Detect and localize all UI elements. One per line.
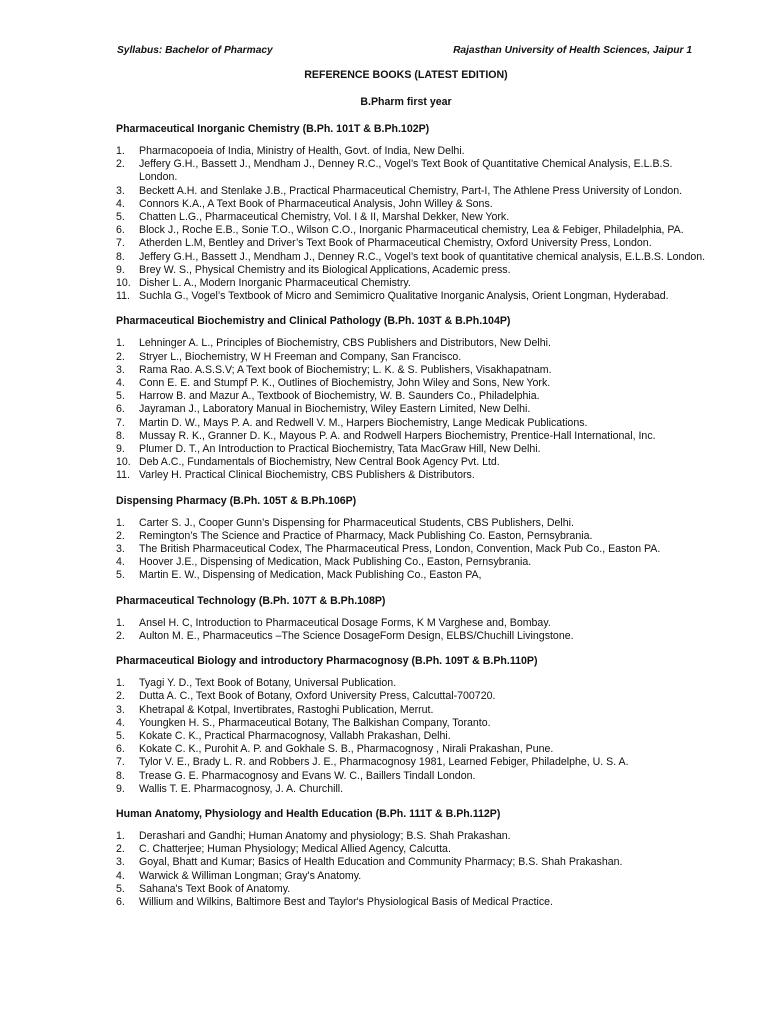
list-item-number: 1. — [116, 677, 125, 690]
list-item — [116, 364, 706, 377]
list-item — [116, 337, 706, 350]
list-item-number: 5. — [116, 211, 125, 224]
list-item-number: 3. — [116, 543, 125, 556]
list-item-text: Chatten L.G., Pharmaceutical Chemistry, Vol. I & II, Marshal Dekker, New York. — [139, 211, 510, 224]
list-item-text: Mussay R. K., Granner D. K., Mayous P. A. and Rodwell Harpers Biochemistry, Prentice-Hall International, Inc. — [139, 429, 656, 442]
list-item-number: 3. — [116, 856, 125, 869]
list-item — [116, 351, 706, 364]
list-item-number: 6. — [116, 895, 125, 908]
list-item-number: 4. — [116, 869, 125, 882]
list-item-text: The British Pharmaceutical Codex, The Pharmaceutical Press, London, Convention, Mack Pub Co., Easton PA. — [139, 543, 661, 556]
list-item-number: 4. — [116, 377, 125, 390]
list-item-text: Plumer D. T., An Introduction to Practical Biochemistry, Tata MacGraw Hill, New Delhi. — [139, 443, 541, 456]
page-header — [117, 44, 692, 58]
list-item-number: 8. — [116, 250, 125, 263]
list-item — [116, 403, 706, 416]
list-item-text: Brey W. S., Physical Chemistry and its Biological Applications, Academic press. — [139, 263, 511, 276]
list-item-text: Remington’s The Science and Practice of Pharmacy, Mack Publishing Co. Easton, Pernsybrania. — [139, 529, 593, 542]
reference-list — [116, 617, 706, 643]
reference-content — [116, 123, 706, 921]
list-item-text: Carter S. J., Cooper Gunn’s Dispensing for Pharmaceutical Students, CBS Publishers, Delhi. — [139, 516, 574, 529]
list-item-text: Khetrapal & Kotpal, Invertibrates, Rastoghi Publication, Merrut. — [139, 703, 434, 716]
list-item-number: 1. — [116, 829, 125, 842]
list-item — [116, 517, 706, 530]
list-item-text: Harrow B. and Mazur A., Textbook of Biochemistry, W. B. Saunders Co., Philadelphia. — [139, 390, 540, 403]
list-item — [116, 843, 706, 856]
list-item-text: Martin E. W., Dispensing of Medication, Mack Publishing Co., Easton PA, — [139, 569, 482, 582]
list-item — [116, 469, 706, 482]
list-item-number: 3. — [116, 703, 125, 716]
list-item — [116, 556, 706, 569]
list-item-number: 5. — [116, 569, 125, 582]
list-item — [116, 677, 706, 690]
list-item-number: 10. — [116, 277, 131, 290]
list-item-text: Tylor V. E., Brady L. R. and Robbers J. E., Pharmacognosy 1981, Learned Febiger, Philadelphe, U. S. A. — [139, 756, 629, 769]
list-item-number: 2. — [116, 350, 125, 363]
list-item-text: Beckett A.H. and Stenlake J.B., Practical Pharmaceutical Chemistry, Part-I, The Athlene Press University of London. — [139, 184, 683, 197]
list-item-text: Rama Rao. A.S.S.V; A Text book of Biochemistry; L. K. & S. Publishers, Visakhapatnam. — [139, 363, 552, 376]
list-item-text: Derashari and Gandhi; Human Anatomy and physiology; B.S. Shah Prakashan. — [139, 829, 511, 842]
list-item-text: Martin D. W., Mays P. A. and Redwell V. M., Harpers Biochemistry, Lange Medicak Publications. — [139, 416, 588, 429]
list-item — [116, 830, 706, 843]
list-item — [116, 430, 706, 443]
list-item — [116, 730, 706, 743]
list-item-number: 4. — [116, 556, 125, 569]
list-item-number: 6. — [116, 403, 125, 416]
list-item — [116, 870, 706, 883]
header-right: Rajasthan University of Health Sciences, Jaipur 1 — [453, 45, 692, 56]
list-item — [116, 630, 706, 643]
header-left: Syllabus: Bachelor of Pharmacy — [117, 45, 273, 56]
list-item — [116, 145, 706, 158]
list-item-number: 1. — [116, 516, 125, 529]
list-item-text: Aulton M. E., Pharmaceutics –The Science DosageForm Design, ELBS/Chuchill Livingstone. — [139, 629, 574, 642]
list-item-number: 8. — [116, 769, 125, 782]
list-item — [116, 770, 706, 783]
list-item — [116, 617, 706, 630]
reference-list — [116, 145, 706, 303]
list-item-number: 5. — [116, 390, 125, 403]
list-item-number: 4. — [116, 716, 125, 729]
list-item-text: Varley H. Practical Clinical Biochemistry, CBS Publishers & Distributors. — [139, 469, 475, 482]
list-item — [116, 377, 706, 390]
list-item-text: Sahana's Text Book of Anatomy. — [139, 882, 291, 895]
list-item-text: C. Chatterjee; Human Physiology; Medical Allied Agency, Calcutta. — [139, 843, 451, 856]
list-item — [116, 237, 706, 250]
list-item-number: 9. — [116, 263, 125, 276]
list-item-number: 2. — [116, 158, 125, 171]
list-item-text: Jeffery G.H., Bassett J., Mendham J., Denney R.C., Vogel’s Text Book of Quantitative Chemical Analysis, E.L.B.S. London. — [139, 158, 673, 184]
list-item-number: 1. — [116, 145, 125, 157]
list-item-number: 7. — [116, 237, 125, 250]
list-item-text: Ansel H. C, Introduction to Pharmaceutical Dosage Forms, K M Varghese and, Bombay. — [139, 616, 551, 629]
reference-list — [116, 677, 706, 796]
list-item-text: Tyagi Y. D., Text Book of Botany, Universal Publication. — [139, 677, 397, 690]
list-item-number: 6. — [116, 743, 125, 756]
list-item — [116, 883, 706, 896]
list-item — [116, 198, 706, 211]
list-item-text: Deb A.C., Fundamentals of Biochemistry, New Central Book Agency Pvt. Ltd. — [139, 456, 500, 469]
list-item-text: Suchla G., Vogel’s Textbook of Micro and Semimicro Qualitative Inorganic Analysis, Orient Longman, Hyderabad. — [139, 290, 669, 303]
list-item — [116, 290, 706, 303]
list-item-number: 11. — [116, 469, 130, 482]
list-item-number: 10. — [116, 456, 131, 469]
list-item — [116, 264, 706, 277]
list-item — [116, 756, 706, 769]
list-item — [116, 569, 706, 582]
list-item-text: Kokate C. K., Purohit A. P. and Gokhale S. B., Pharmacognosy , Nirali Prakashan, Pune. — [139, 743, 554, 756]
list-item-text: Dutta A. C., Text Book of Botany, Oxford University Press, Calcuttal-700720. — [139, 690, 496, 703]
list-item-number: 8. — [116, 429, 125, 442]
list-item — [116, 717, 706, 730]
list-item-text: Hoover J.E., Dispensing of Medication, Mack Publishing Co., Easton, Pernsybrania. — [139, 556, 532, 569]
list-item-text: Trease G. E. Pharmacognosy and Evans W. C., Baillers Tindall London. — [139, 769, 476, 782]
list-item-number: 2. — [116, 843, 125, 856]
list-item-text: Stryer L., Biochemistry, W H Freeman and Company, San Francisco. — [139, 350, 462, 363]
list-item-text: Goyal, Bhatt and Kumar; Basics of Health Education and Community Pharmacy; B.S. Shah Prakashan. — [139, 856, 623, 869]
list-item-number: 7. — [116, 416, 125, 429]
list-item-text: Kokate C. K., Practical Pharmacognosy, Vallabh Prakashan, Delhi. — [139, 729, 451, 742]
list-item-number: 2. — [116, 629, 125, 642]
list-item — [116, 185, 706, 198]
list-item-number: 5. — [116, 882, 125, 895]
section-heading: Human Anatomy, Physiology and Health Education (B.Ph. 111T & B.Ph.112P) — [116, 807, 501, 820]
list-item-number: 7. — [116, 756, 125, 769]
section-heading: Pharmaceutical Inorganic Chemistry (B.Ph. 101T & B.Ph.102P) — [116, 123, 430, 135]
list-item-number: 9. — [116, 782, 125, 795]
list-item — [116, 856, 706, 869]
list-item-number: 2. — [116, 690, 125, 703]
list-item-text: Atherden L.M, Bentley and Driver’s Text Book of Pharmaceutical Chemistry, Oxford University Press, London. — [139, 237, 652, 250]
list-item — [116, 690, 706, 703]
list-item-text: Disher L. A., Modern Inorganic Pharmaceutical Chemistry. — [139, 277, 411, 290]
section-heading: Pharmaceutical Technology (B.Ph. 107T & B.Ph.108P) — [116, 594, 386, 607]
list-item-text: Willium and Wilkins, Baltimore Best and Taylor's Physiological Basis of Medical Practice. — [139, 895, 553, 908]
section-heading: Dispensing Pharmacy (B.Ph. 105T & B.Ph.106P) — [116, 494, 357, 507]
list-item-text: Lehninger A. L., Principles of Biochemistry, CBS Publishers and Distributors, New Delhi. — [139, 337, 551, 350]
list-item-text: Jayraman J., Laboratory Manual in Biochemistry, Wiley Eastern Limited, New Delhi. — [139, 403, 531, 416]
reference-list — [116, 517, 706, 583]
list-item — [116, 530, 706, 543]
list-item-number: 6. — [116, 224, 125, 237]
list-item-number: 5. — [116, 729, 125, 742]
list-item — [116, 896, 706, 909]
list-item-text: Conn E. E. and Stumpf P. K., Outlines of Biochemistry, John Wiley and Sons, New York. — [139, 377, 551, 390]
list-item — [116, 443, 706, 456]
list-item-number: 1. — [116, 616, 125, 629]
list-item-text: Wallis T. E. Pharmacognosy, J. A. Churchill. — [139, 782, 344, 795]
list-item-number: 2. — [116, 529, 125, 542]
list-item-text: Warwick & Williman Longman; Gray's Anatomy. — [139, 869, 362, 882]
list-item-number: 1. — [116, 337, 125, 350]
list-item — [116, 211, 706, 224]
reference-list — [116, 830, 706, 909]
list-item-number: 3. — [116, 184, 125, 197]
list-item-text: Jeffery G.H., Bassett J., Mendham J., Denney R.C., Vogel’s text book of quantitative chemical analysis, E.L.B.S. London. — [139, 250, 706, 263]
list-item-text: Pharmacopoeia of India, Ministry of Health, Govt. of India, New Delhi. — [139, 145, 465, 157]
document-subtitle: B.Pharm first year — [360, 96, 452, 108]
list-item — [116, 743, 706, 756]
document-title: REFERENCE BOOKS (LATEST EDITION) — [304, 69, 508, 81]
list-item-number: 9. — [116, 443, 125, 456]
list-item-number: 3. — [116, 363, 125, 376]
list-item-text: Connors K.A., A Text Book of Pharmaceutical Analysis, John Willey & Sons. — [139, 197, 493, 210]
list-item — [116, 456, 706, 469]
list-item — [116, 224, 706, 237]
list-item-number: 4. — [116, 197, 125, 210]
section-heading: Pharmaceutical Biology and introductory Pharmacognosy (B.Ph. 109T & B.Ph.110P) — [116, 655, 538, 668]
list-item — [116, 704, 706, 717]
reference-list — [116, 337, 706, 482]
list-item — [116, 277, 706, 290]
list-item — [116, 158, 706, 184]
list-item-number: 11. — [116, 290, 130, 303]
list-item — [116, 390, 706, 403]
list-item — [116, 251, 706, 264]
section-heading: Pharmaceutical Biochemistry and Clinical Pathology (B.Ph. 103T & B.Ph.104P) — [116, 315, 511, 328]
list-item — [116, 783, 706, 796]
list-item — [116, 417, 706, 430]
list-item-text: Block J., Roche E.B., Sonie T.O., Wilson C.O., Inorganic Pharmaceutical chemistry, Lea & Febiger, Philadelphia, PA. — [139, 224, 684, 237]
list-item-text: Youngken H. S., Pharmaceutical Botany, The Balkishan Company, Toranto. — [139, 716, 491, 729]
list-item — [116, 543, 706, 556]
